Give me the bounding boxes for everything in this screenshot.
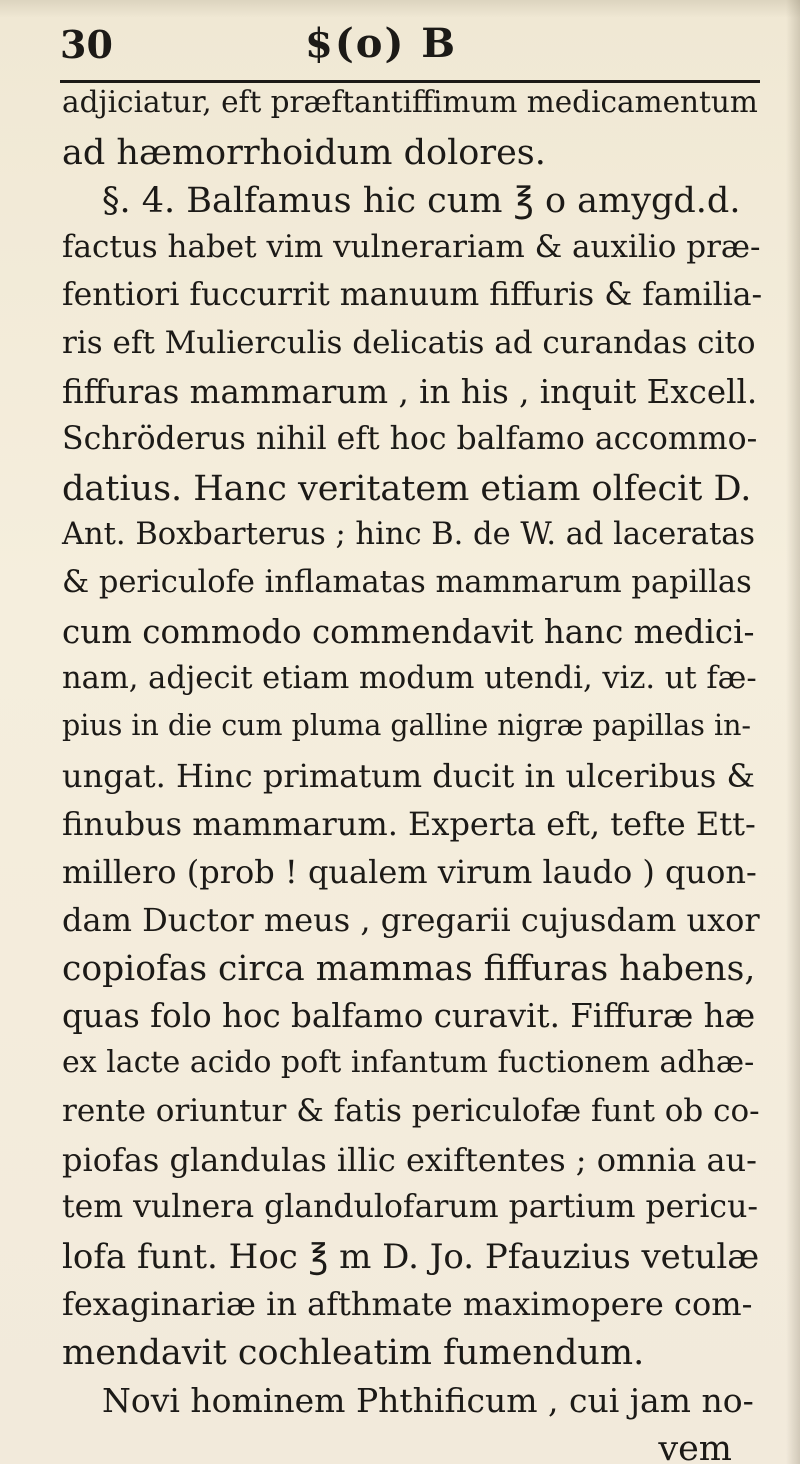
text-line: ad hæmorrhoidum dolores. — [62, 133, 546, 173]
text-line: cum commodo commendavit hanc medici- — [62, 613, 755, 651]
text-line: millero (prob ! qualem virum laudo ) quon- — [62, 853, 757, 891]
text-line: Novi hominem Phthificum , cui jam no- — [102, 1381, 754, 1420]
text-line: adjiciatur, eft præftantiffimum medicamentum — [62, 85, 758, 119]
text-line: Schröderus nihil eft hoc balfamo accommo- — [62, 421, 758, 457]
text-line: mendavit cochleatim fumendum. — [62, 1333, 645, 1373]
header-ornament: $⁡(o) B — [305, 20, 458, 67]
text-line: & periculofe inflamatas mammarum papillas — [62, 565, 752, 600]
text-line: copiofas circa mammas fiffuras habens, — [62, 949, 756, 989]
text-line: fentiori fuccurrit manuum fiffuris & familia- — [62, 277, 763, 313]
text-line: dam Ductor meus , gregarii cujusdam uxor — [62, 901, 760, 939]
text-line: lofa funt. Hoc ℥ m D. Jo. Pfauzius vetulæ — [62, 1237, 760, 1277]
text-line: datius. Hanc veritatem etiam olfecit D. — [62, 469, 752, 509]
catchword: vem — [658, 1429, 732, 1464]
page-edge-shadow — [786, 0, 800, 1464]
page-header — [60, 18, 760, 76]
page-top-shadow — [0, 0, 800, 18]
text-line: nam, adjecit etiam modum utendi, viz. ut fæ- — [62, 661, 757, 696]
text-line: ungat. Hinc primatum ducit in ulceribus & — [62, 757, 755, 795]
header-rule — [60, 80, 760, 83]
text-line: factus habet vim vulnerariam & auxilio præ- — [62, 229, 761, 265]
text-line: Ant. Boxbarterus ; hinc B. de W. ad laceratas — [62, 517, 756, 552]
page-number: 30 — [60, 22, 113, 67]
text-line: ris eft Mulierculis delicatis ad curandas cito — [62, 325, 756, 361]
text-line: pius in die cum pluma galline nigræ papillas in- — [62, 709, 752, 742]
text-line: ex lacte acido poft infantum fuctionem adhæ- — [62, 1045, 755, 1080]
text-line: piofas glandulas illic exiftentes ; omnia au- — [62, 1141, 757, 1179]
text-line: tem vulnera glandulofarum partium pericu- — [62, 1189, 758, 1225]
text-line: finubus mammarum. Experta eft, tefte Ett- — [62, 805, 756, 843]
text-line: quas folo hoc balfamo curavit. Fiffuræ hæ — [62, 997, 756, 1035]
text-line: rente oriuntur & fatis periculofæ funt ob co- — [62, 1093, 760, 1129]
text-line: fiffuras mammarum , in his , inquit Excell. — [62, 373, 758, 411]
text-line: fexaginariæ in afthmate maximopere com- — [62, 1285, 753, 1323]
text-line: §. 4. Balfamus hic cum ℥ o amygd.d. — [102, 181, 741, 221]
